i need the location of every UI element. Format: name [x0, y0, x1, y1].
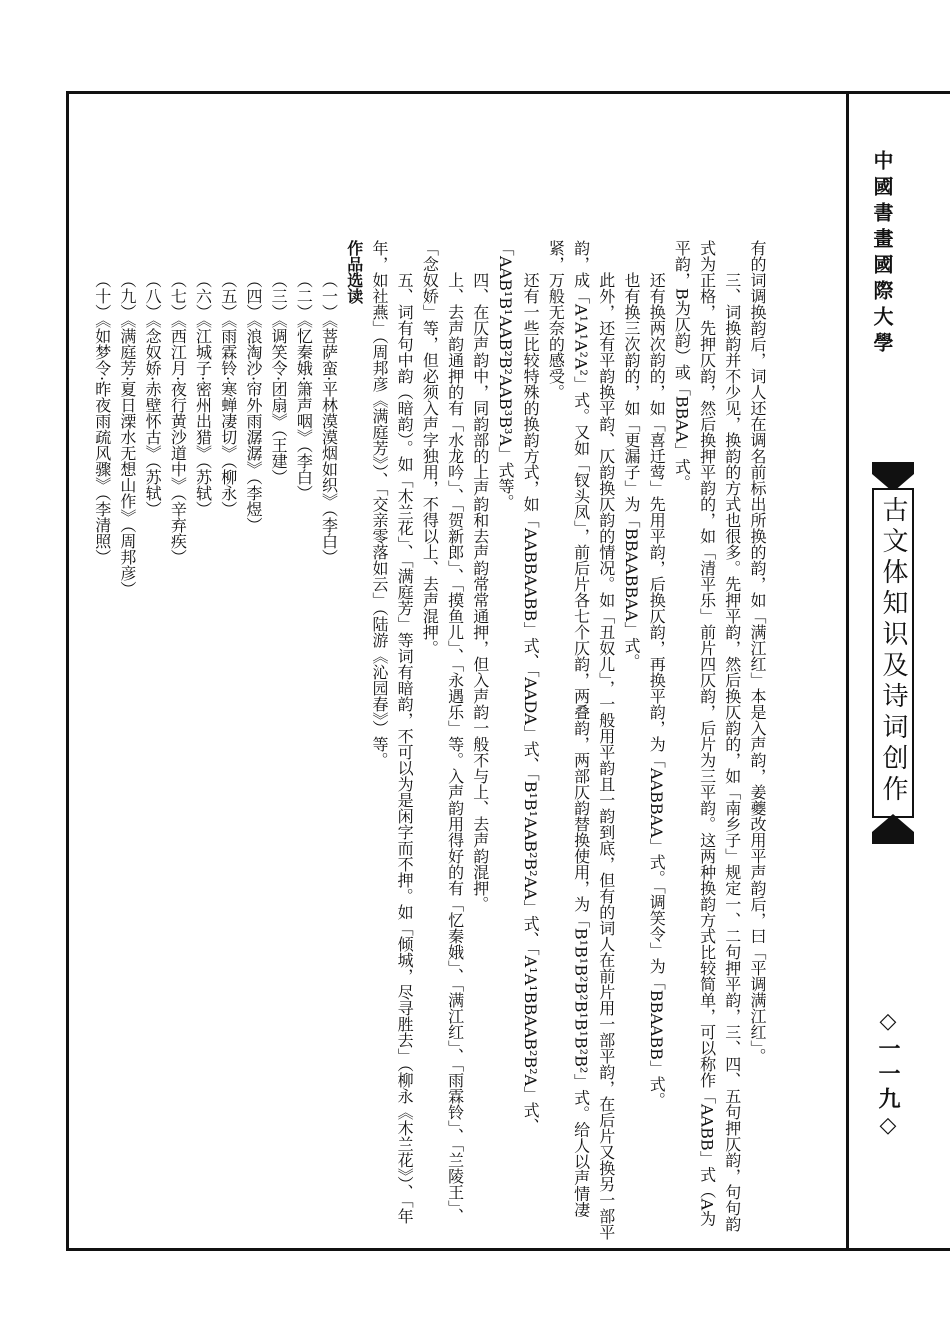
sidebar-divider — [846, 91, 849, 1251]
list-item: （五）《雨霖铃·寒蝉凄切》（柳永） — [218, 272, 238, 518]
list-item: （一）《菩萨蛮·平林漠漠烟如织》（李白） — [319, 272, 339, 566]
paragraph: 此外，还有平韵换平韵、仄韵换仄韵的情况。如「丑奴儿」，一般用平韵且一韵到底，但有的词人在前片用一部平韵，在后片又换另一部平韵，成「A¹A¹A²A²」式。又如「钗头凤」，前后片各七个仄韵，两叠韵，两部仄韵替换使用，为「B¹B¹B²B²B¹B¹B²B²」式。给人以声情凄紧，万般无奈的感受。 — [546, 240, 616, 1240]
title-frame — [872, 488, 914, 818]
series-title: 古文体知识及诗词创作 — [878, 496, 908, 806]
list-item: （七）《西江月·夜行黄沙道中》（辛弃疾） — [168, 272, 188, 566]
list-item: （二）《忆秦娥·箫声咽》（李白） — [294, 272, 314, 502]
list-item: （三）《调笑令·团扇》（王建） — [269, 272, 289, 486]
school-name: 中國書畫國際大學 — [870, 150, 894, 358]
works-list — [90, 240, 342, 1240]
paragraph: 有的词调换韵后，词人还在调名前标出所换的韵，如「满江红」本是入声韵，姜夔改用平声韵后，曰「平调满江红」。 — [748, 240, 767, 1064]
list-item: （十）《如梦令·昨夜雨疏风骤》（李清照） — [92, 272, 112, 566]
list-item: （六）《江城子·密州出猎》（苏轼） — [193, 272, 213, 518]
title-cap-bottom-ornament — [872, 814, 914, 844]
list-item: （八）《念奴娇·赤壁怀古》（苏轼） — [143, 272, 163, 518]
series-title-box — [872, 462, 914, 844]
paragraph: 也有换三次韵的，如「更漏子」为「BBAABBAA」式。 — [621, 272, 641, 670]
paragraph: 五、词有句中韵（暗韵）。如「木兰花」、「满庭芳」等词有暗韵，不可以为是闲字而不押。如「倾城，尽寻胜去」（柳永《木兰花》）、「年年，如社燕」（周邦彦《满庭芳》）、「交亲零落如云」（陆游《沁园春》）等。 — [369, 240, 415, 1224]
paragraph: 四、在仄声韵中，同韵部的上声韵和去声韵常常通押，但入声韵一般不与上、去声韵混押。 — [470, 272, 490, 912]
page-number: ◇一一九◇ — [875, 1008, 901, 1141]
works-heading: 作品选读 — [344, 240, 364, 304]
paragraph: 上、去声韵通押的有「水龙吟」、「贺新郎」、「摸鱼儿」、「永遇乐」等。入声韵用得好的有「忆秦娥」、「满江红」、「雨霖铃」、「兰陵王」、「念奴娇」等，但必须入声字独用，不得以上、去声混押。 — [420, 240, 465, 1224]
list-item: （四）《浪淘沙·帘外雨潺潺》（李煜） — [243, 272, 263, 534]
paragraph: 三、词换韵并不少见，换韵的方式也很多。先押平韵，然后换仄韵的，如「南乡子」规定一、二句押平韵，三、四、五句押仄韵，句句韵式为正格，先押仄韵，然后换押平韵的，如「清平乐」前片四仄韵，后片为三平韵。这两种换韵方式比较简单，可以称作「AABB」式（A为平韵，B为仄韵）或「BBAA」式。 — [672, 240, 742, 1232]
list-item: （九）《满庭芳·夏日溧水无想山作》（周邦彦） — [117, 272, 137, 598]
paragraph: 还有换两次韵的，如「喜迁莺」先用平韵，后换仄韵，再换平韵，为「AABBAA」式。「调笑令」为「BBAABB」式。 — [647, 272, 667, 1108]
paragraph: 还有一些比较特殊的换韵方式，如「AABBAABB」式、「AADA」式、「B¹B¹AAB²B²AA」式、「A¹A¹BBAAB²B²A」式、「AAB¹B¹AAB²B²AAB³B³A」式等。 — [495, 240, 541, 1135]
main-text — [90, 240, 770, 1240]
